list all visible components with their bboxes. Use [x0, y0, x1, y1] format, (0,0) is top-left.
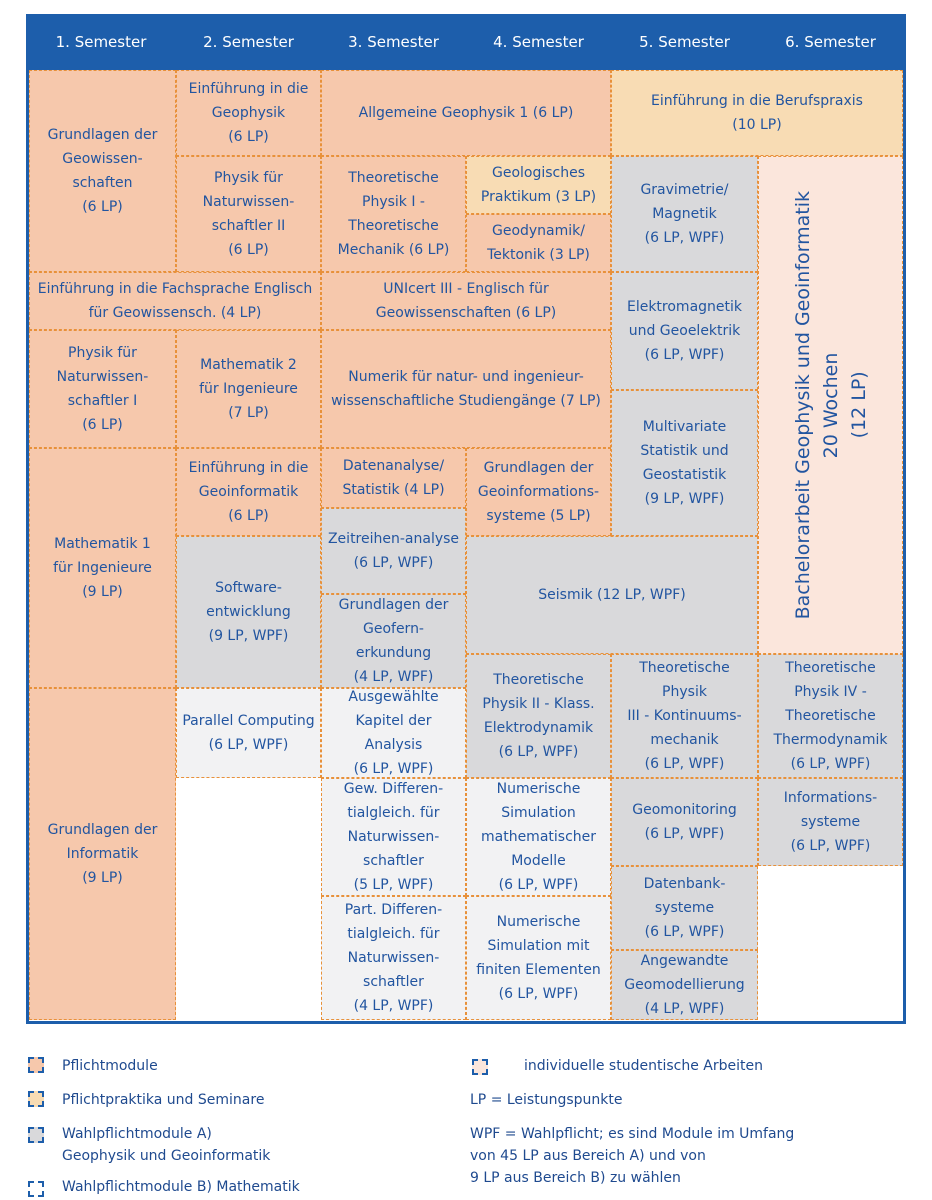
module-mathematik-1: Mathematik 1 für Ingenieure (9 LP) — [29, 448, 176, 688]
legend-praktika: Pflichtpraktika und Seminare — [62, 1092, 265, 1108]
legend-individuell: individuelle studentische Arbeiten — [524, 1058, 763, 1074]
module-geofernerkundung: Grundlagen der Geofern- erkundung (4 LP, WPF) — [321, 594, 466, 688]
legend-wpf-a: Wahlpflichtmodule A) Geophysik und Geoinformatik — [62, 1126, 271, 1164]
module-gew-differentialgleichungen: Gew. Differen- tialgleich. für Naturwissen- schaftler (5 LP, WPF) — [321, 778, 466, 896]
module-elektromagnetik: Elektromagnetik und Geoelektrik (6 LP, WPF) — [611, 272, 758, 390]
module-theoretische-physik-1: Theoretische Physik I - Theoretische Mechanik (6 LP) — [321, 156, 466, 272]
module-unicert: UNIcert III - Englisch für Geowissenschaften (6 LP) — [321, 272, 611, 330]
module-numerische-simulation-modelle: Numerische Simulation mathematischer Modelle (6 LP, WPF) — [466, 778, 611, 896]
legend-swatch-individuell — [472, 1059, 488, 1075]
module-theoretische-physik-2: Theoretische Physik II - Klass. Elektrodynamik (6 LP, WPF) — [466, 654, 611, 778]
module-geomodellierung: Angewandte Geomodellierung (4 LP, WPF) — [611, 950, 758, 1020]
module-allgemeine-geophysik: Allgemeine Geophysik 1 (6 LP) — [321, 70, 611, 156]
module-datenbanksysteme: Datenbank-systeme (6 LP, WPF) — [611, 866, 758, 950]
module-parallel-computing: Parallel Computing (6 LP, WPF) — [176, 688, 321, 778]
module-bachelorarbeit: Bachelorarbeit Geophysik und Geoinformatik 20 Wochen (12 LP) — [758, 156, 903, 654]
module-physik-1: Physik für Naturwissen- schaftler I (6 LP) — [29, 330, 176, 448]
module-geomonitoring: Geomonitoring (6 LP, WPF) — [611, 778, 758, 866]
module-multivariate-statistik: Multivariate Statistik und Geostatistik (9 LP, WPF) — [611, 390, 758, 536]
module-gravimetrie: Gravimetrie/ Magnetik (6 LP, WPF) — [611, 156, 758, 272]
legend-swatch-wpf-b — [28, 1181, 44, 1197]
module-geodynamik: Geodynamik/ Tektonik (3 LP) — [466, 214, 611, 272]
semester-4-label: 4. Semester — [493, 33, 584, 51]
module-softwareentwicklung: Software- entwicklung (9 LP, WPF) — [176, 536, 321, 688]
module-gis: Grundlagen der Geoinformations- systeme (5 LP) — [466, 448, 611, 536]
module-datenanalyse: Datenanalyse/ Statistik (4 LP) — [321, 448, 466, 508]
module-numerik: Numerik für natur- und ingenieur- wissenschaftliche Studiengänge (7 LP) — [321, 330, 611, 448]
module-englisch: Einführung in die Fachsprache Englisch für Geowissensch. (4 LP) — [29, 272, 321, 330]
legend-swatch-praktika — [28, 1091, 44, 1107]
legend-pflicht: Pflichtmodule — [62, 1058, 158, 1074]
module-physik-2: Physik für Naturwissen- schaftler II (6 LP) — [176, 156, 321, 272]
module-informationssysteme: Informations- systeme (6 LP, WPF) — [758, 778, 903, 866]
module-einfuehrung-geophysik: Einführung in die Geophysik (6 LP) — [176, 70, 321, 156]
module-grundlagen-informatik: Grundlagen der Informatik (9 LP) — [29, 688, 176, 1020]
module-mathematik-2: Mathematik 2 für Ingenieure (7 LP) — [176, 330, 321, 448]
semester-6-label: 6. Semester — [785, 33, 876, 51]
module-berufspraxis: Einführung in die Berufspraxis (10 LP) — [611, 70, 903, 156]
module-theoretische-physik-3: Theoretische Physik III - Kontinuums- mechanik (6 LP, WPF) — [611, 654, 758, 778]
legend-wpf-b: Wahlpflichtmodule B) Mathematik — [62, 1179, 300, 1195]
module-analysis: Ausgewählte Kapitel der Analysis (6 LP, WPF) — [321, 688, 466, 778]
module-theoretische-physik-4: Theoretische Physik IV - Theoretische Thermodynamik (6 LP, WPF) — [758, 654, 903, 778]
module-numerische-simulation-fem: Numerische Simulation mit finiten Elementen (6 LP, WPF) — [466, 896, 611, 1020]
semester-3-label: 3. Semester — [348, 33, 439, 51]
semester-2-label: 2. Semester — [203, 33, 294, 51]
module-grundlagen-geowissenschaften: Grundlagen der Geowissen- schaften (6 LP) — [29, 70, 176, 272]
legend-swatch-wpf-a — [28, 1127, 44, 1143]
module-seismik: Seismik (12 LP, WPF) — [466, 536, 758, 654]
legend-lp: LP = Leistungspunkte — [470, 1092, 623, 1108]
module-einfuehrung-geoinformatik: Einführung in die Geoinformatik (6 LP) — [176, 448, 321, 536]
semester-1-label: 1. Semester — [55, 33, 147, 51]
semester-5-label: 5. Semester — [639, 33, 730, 51]
module-part-differentialgleichungen: Part. Differen- tialgleich. für Naturwissen- schaftler (4 LP, WPF) — [321, 896, 466, 1020]
legend-swatch-pflicht — [28, 1057, 44, 1073]
module-geologisches-praktikum: Geologisches Praktikum (3 LP) — [466, 156, 611, 214]
legend-wpf: WPF = Wahlpflicht; es sind Module im Umfang von 45 LP aus Bereich A) und von 9 LP aus Bereich B) zu wählen — [470, 1126, 795, 1186]
module-zeitreihenanalyse: Zeitreihen-analyse (6 LP, WPF) — [321, 508, 466, 594]
